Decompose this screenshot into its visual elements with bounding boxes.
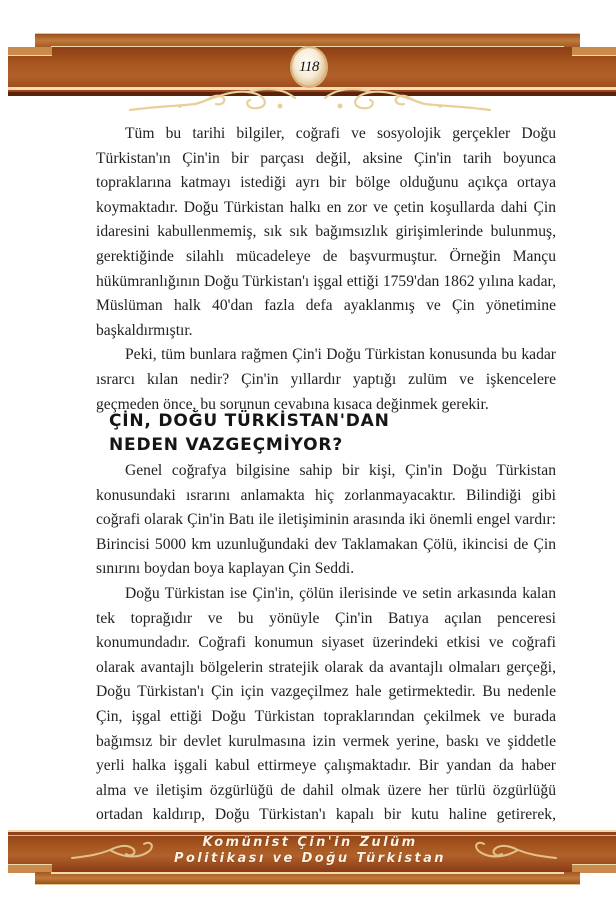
- header-left-step: [8, 47, 52, 56]
- paragraph: Peki, tüm bunlara rağmen Çin'i Doğu Türkistan konusunda bu kadar ısrarcı kılan nedir? Çin'in yıllardır yaptığı zulüm ve işkencelere geçmeden önce, bu sorunun cevabına kısaca değinmek gerekir.: [96, 346, 556, 413]
- footer-inlay-line: [8, 830, 616, 832]
- paragraph: Doğu Türkistan ise Çin'in, çölün ilerisinde ve setin arkasında kalan tek toprağıdır ve bu yönüyle Çin'in Batıya açılan penceresi konumundadır. Coğrafi konumun siyaset üzerindeki etkisi ve coğrafi olarak avantajlı bölgelerin stratejik olarak da avantajlı olmaları gerçeği, Doğu Türkistan'ı Çin için vazgeçilmez hale getirmektedir. Bu nedenle Çin, işgal ettiği Doğu Türkistan topraklarından çekilmek ve burada bağımsız bir devlet kurulmasına izin vermek yerine, baskı ve şiddetle yerli halka işgali kabul ettirmeye çalışmaktadır. Bir yandan da haber alma ve iletişim özgürlüğü de dahil olmak üzere her türlü özgürlüğü ortadan kaldırıp, Doğu Türkistan'ı kapalı bir kutu haline getirerek,: [96, 584, 556, 824]
- footer-left-scroll-icon: [70, 838, 160, 864]
- book-title-line: Politikası ve Doğu Türkistan: [174, 851, 446, 866]
- heading-line: ÇİN, DOĞU TÜRKİSTAN'DAN: [109, 411, 390, 431]
- heading-line: NEDEN VAZGEÇMİYOR?: [109, 435, 343, 455]
- footer-bottom-rail: [35, 872, 580, 885]
- book-title-line: Komünist Çin'in Zulüm: [202, 835, 418, 850]
- page-number: 118: [299, 58, 319, 75]
- paragraph: Tüm bu tarihi bilgiler, coğrafi ve sosyolojik gerçekler Doğu Türkistan'ın Çin'in bir parçası değil, aksine Çin'in tarih boyunca topraklarına katmayı istediği ayrı bir bölge olduğunu açıkça ortaya koymaktadır. Doğu Türkistan halkı en zor ve çetin koşullarda dahi Çin idaresini kabullenmemiş, sık sık bağımsızlık girişimlerinde bulunmuş, gerektiğinde silahlı mücadeleye de başvurmuştur. Örneğin Mançu hükümranlığının Doğu Türkistan'ı işgal ettiği 1759'dan 1862 yılına kadar, Müslüman halk 40'dan fazla defa ayaklanmış ve Çin yönetimine başkaldırmıştır.: [96, 125, 556, 339]
- book-title: [150, 835, 470, 867]
- header-top-rail: [35, 33, 580, 48]
- header-right-step: [572, 47, 616, 56]
- section-heading: [109, 409, 390, 457]
- footer-ornament-band: [0, 828, 616, 892]
- header-ornament-band: [0, 30, 616, 100]
- body-section: [96, 459, 556, 853]
- paragraph: Genel coğrafya bilgisine sahip bir kişi, Çin'in Doğu Türkistan konusundaki ısrarını anlamakta hiç zorlanmayacaktır. Bilindiği gibi coğrafi olarak Çin'in Batı ile iletişiminin arasında iki önemli engel vardır: Birincisi 5000 km uzunluğundaki dev Taklamakan Çölü, ikincisi de Çin sınırını boydan boya kaplayan Çin Seddi.: [96, 462, 556, 578]
- intro-section: [96, 122, 556, 417]
- footer-right-scroll-icon: [468, 838, 558, 864]
- page-number-medallion: [292, 48, 326, 86]
